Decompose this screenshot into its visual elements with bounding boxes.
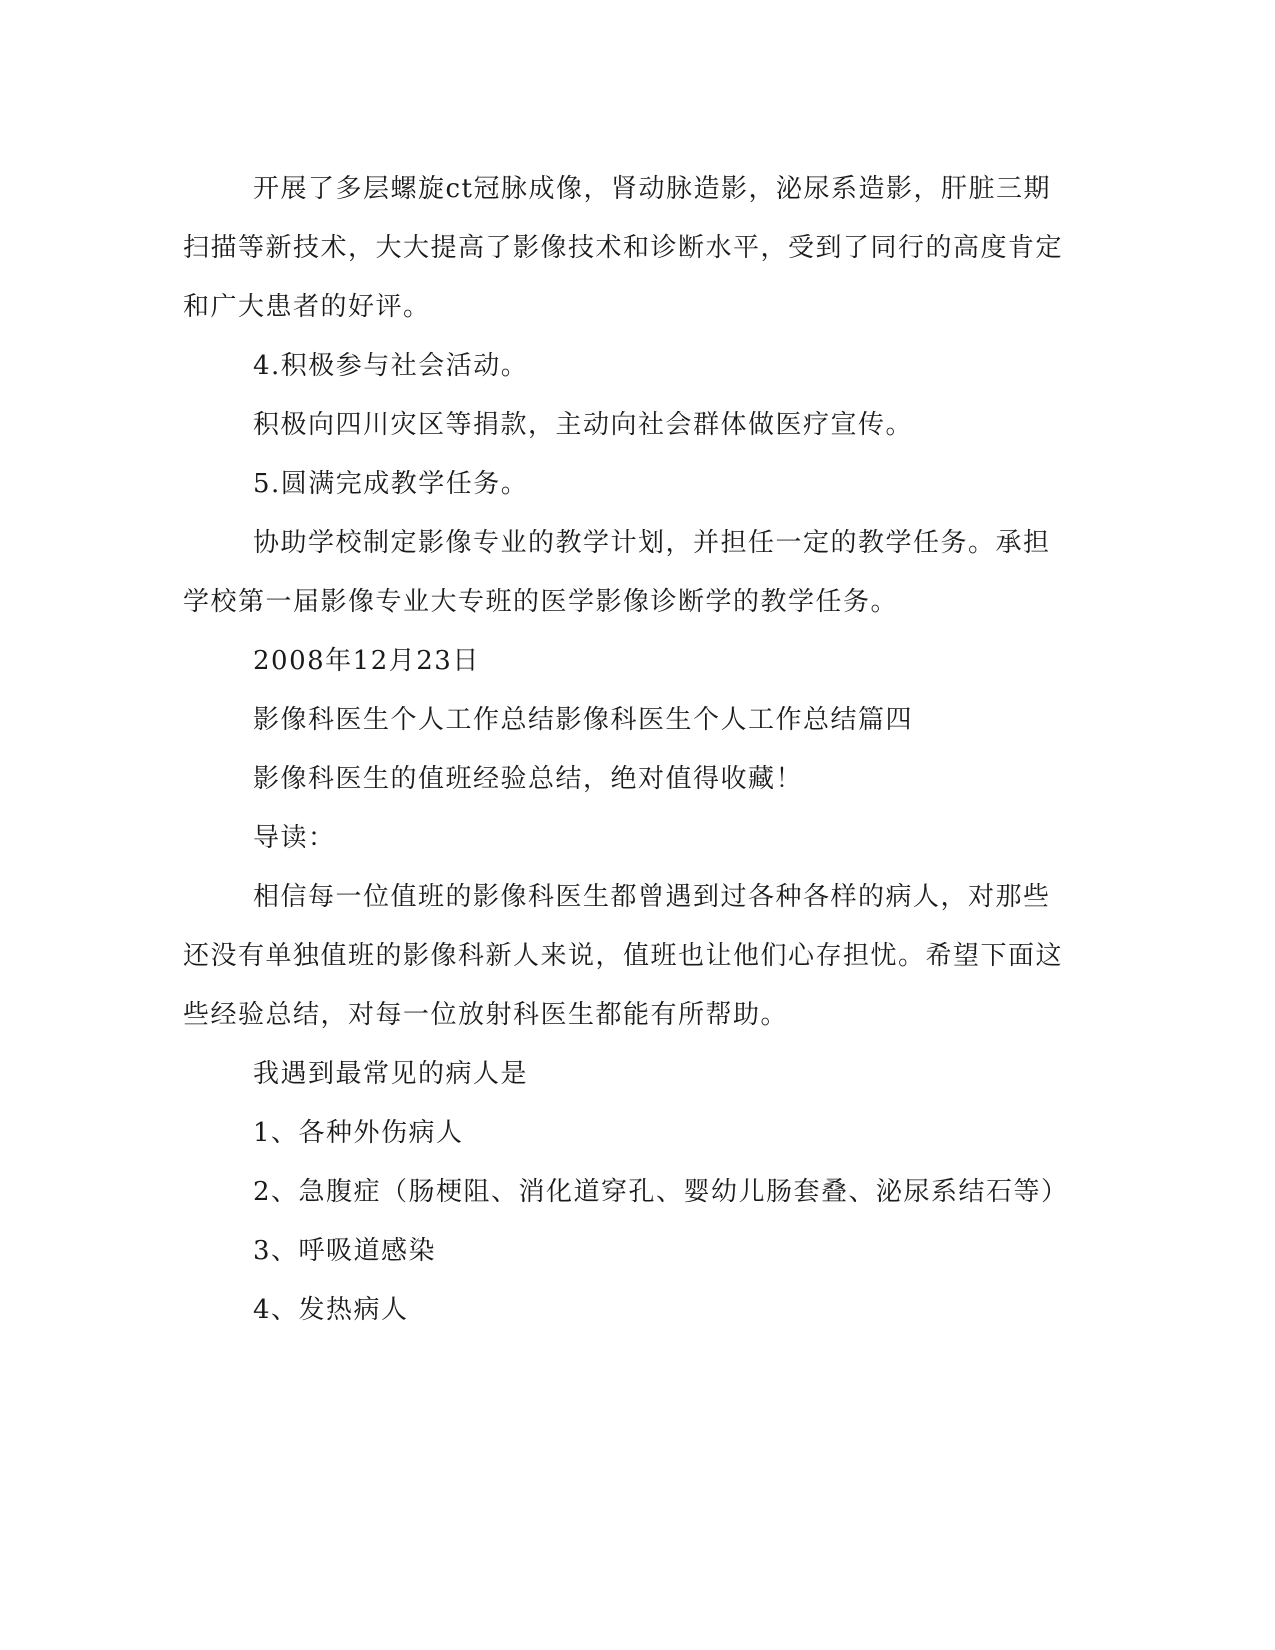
paragraph-donations: 积极向四川灾区等捐款，主动向社会群体做医疗宣传。 <box>253 410 914 440</box>
article-title: 影像科医生的值班经验总结，绝对值得收藏！ <box>253 764 804 794</box>
intro-label: 导读： <box>253 823 336 853</box>
heading-social-activities: 4.积极参与社会活动。 <box>253 351 529 381</box>
list-heading: 我遇到最常见的病人是 <box>253 1059 529 1089</box>
paragraph-intro: 相信每一位值班的影像科医生都曾遇到过各种各样的病人，对那些还没有单独值班的影像科新人来说，值班也让他们心存担忧。希望下面这些经验总结，对每一位放射科医生都能有所帮助。 <box>183 882 1064 1030</box>
list-item: 1、各种外伤病人 <box>253 1118 464 1148</box>
paragraph-new-technologies: 开展了多层螺旋ct冠脉成像，肾动脉造影，泌尿系造影，肝脏三期扫描等新技术，大大提高了影像技术和诊断水平，受到了同行的高度肯定和广大患者的好评。 <box>183 174 1064 322</box>
paragraph-teaching-plan: 协助学校制定影像专业的教学计划，并担任一定的教学任务。承担学校第一届影像专业大专班的医学影像诊断学的教学任务。 <box>183 528 1051 617</box>
list-item: 2、急腹症（肠梗阻、消化道穿孔、婴幼儿肠套叠、泌尿系结石等） <box>253 1177 1069 1207</box>
list-item: 4、发热病人 <box>253 1295 409 1325</box>
section-title: 影像科医生个人工作总结影像科医生个人工作总结篇四 <box>253 705 914 735</box>
document-body <box>183 160 1069 1340</box>
heading-teaching-tasks: 5.圆满完成教学任务。 <box>253 469 529 499</box>
document-date: 2008年12月23日 <box>253 646 480 676</box>
list-item: 3、呼吸道感染 <box>253 1236 437 1266</box>
